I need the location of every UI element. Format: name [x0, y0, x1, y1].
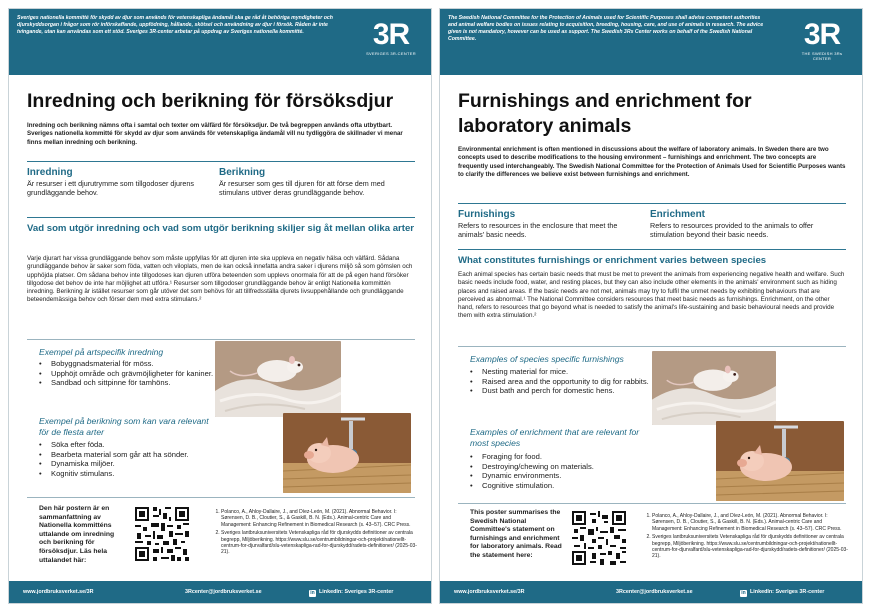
reference-item: 2. Sveriges lantbruksuniversitets Vetenskapliga råd för djurskydds definitioner av centrala begrepp, Miljöberikning. https://www.slu.se/centrumbildningar-och-projekt/nationellt-centrum-for-djurvalfard/slu-vetenskapliga-rad-for-djurskydd/radets-definitioner/ (2025-03-21).	[221, 530, 417, 556]
divider	[458, 503, 846, 504]
logo-mark: 3R	[803, 18, 841, 51]
lead-paragraph: Inredning och berikning nämns ofta i samtal och texter om välfärd för försöksdjur. De två begreppen används ofta utbytbart. Sveriges nationella kommitté för skydd av djur som används för vetenskapliga ändamål vill nu tydliggöra de skillnader vi menar finns mellan inredning och berikning.	[27, 122, 403, 146]
logo-mark: 3R	[372, 18, 410, 51]
section-title: Vad som utgör inredning och vad som utgör berikning skiljer sig åt mellan olika arter	[27, 223, 415, 234]
definition-furnishing-text: Är resurser i ett djurutrymme som tillgodoser djurens grundläggande behov.	[27, 179, 194, 198]
reference-item: 1. Polanco, A., Ahloy-Dallaire, J., and Díez-León, M. (2021). Abnormal Behavior. I: Sørensen, D. B., Cloutier, S., & Gaskill, B. N. (Eds.). Animal-centric Care and Management: Enhancing Refinement in Biomedical Research (s. 43–57). CRC Press.	[652, 513, 848, 532]
footer-website-link[interactable]: www.jordbruksverket.se/3R	[23, 589, 94, 595]
definition-furnishing-text: Refers to resources in the enclosure that meet the animals' basic needs.	[458, 221, 618, 240]
definition-furnishing-heading: Furnishings	[458, 209, 516, 220]
list-item: • Dust bath and perch for domestic hens.	[470, 386, 650, 396]
piglet-photo	[283, 413, 411, 493]
statement-cta: This poster summarises the Swedish National Committee's statement on furnishings and enrichment for laboratory animals. Read the statement here:	[470, 509, 562, 559]
list-item: • Sandbad och sittpinne för tamhöns.	[39, 378, 219, 388]
list-item: • Foraging for food.	[470, 452, 650, 462]
list-item: • Destroying/chewing on materials.	[470, 462, 650, 472]
divider	[27, 217, 415, 218]
definition-enrichment-text: Refers to resources provided to the animals to offer stimulation beyond their basic needs.	[650, 221, 814, 240]
furnishing-examples-list	[39, 359, 219, 388]
enrichment-examples-heading: Examples of enrichment that are relevant for most species	[470, 427, 640, 448]
enrichment-examples-list	[470, 452, 650, 490]
furnishing-examples-list	[470, 367, 650, 396]
footer-linkedin-link[interactable]	[740, 589, 824, 597]
list-item: • Bearbeta material som går att ha sönder.	[39, 450, 219, 460]
committee-intro: The Swedish National Committee for the Protection of Animals used for Scientific Purposes shall advise competent authorities and animal welfare bodies on issues relating to acquisition, breeding, housing, care, and use of animals in research. The advice given is not mandatory, however can be used as support. The Swedish 3Rs Center works on behalf of the Swedish National Committee.	[448, 15, 764, 42]
definition-furnishing-heading: Inredning	[27, 167, 73, 178]
mouse-nest-photo	[215, 341, 341, 417]
poster-swedish	[8, 8, 432, 604]
enrichment-examples-list	[39, 440, 219, 478]
qr-code-icon[interactable]	[133, 505, 191, 563]
logo-3r	[794, 19, 850, 61]
poster-title: Furnishings and enrichment for laboratory animals	[458, 90, 752, 137]
linkedin-icon: in	[310, 590, 315, 596]
footer-band	[440, 581, 862, 603]
list-item: • Cognitive stimulation.	[470, 481, 650, 491]
footer-email-link[interactable]: 3Rcenter@jordbruksverket.se	[616, 589, 693, 595]
list-item: • Bobyggnadsmaterial för möss.	[39, 359, 219, 369]
references	[207, 509, 417, 558]
section-body: Each animal species has certain basic needs that must be met to prevent the animals from experiencing negative health and welfare. Such basic needs include food, water, and resting places, but they can also include other elements in the animals' environment such as hiding places and raised areas. If the basic needs are not met, animals may try to fulfil the unmet needs by exhibiting behaviours that are perceived as abnormal.¹ The National Committee considers resources that meet basic needs as furnishings. Enrichment, on the other hand, refers to resources that go beyond what is needed to satisfy the animal's life-sustaining and basic behavioural needs and provide them with extra stimulation.²	[458, 271, 845, 320]
furnishing-examples-heading: Exempel på artspecifik inredning	[39, 347, 164, 357]
divider	[458, 203, 846, 204]
linkedin-icon: in	[741, 590, 746, 596]
piglet-photo	[716, 421, 844, 501]
header-band	[440, 9, 862, 75]
enrichment-examples-heading: Exempel på berikning som kan vara relevant för de flesta arter	[39, 416, 209, 437]
poster-english	[439, 8, 863, 604]
definition-enrichment-text: Är resurser som ges till djuren för att förse dem med stimulans utöver deras grundläggande behov.	[219, 179, 385, 198]
references	[638, 513, 848, 562]
logo-subtitle: THE SWEDISH 3Rs CENTER	[801, 51, 843, 61]
list-item: • Upphöjt område och grävmöjligheter för kaniner.	[39, 369, 219, 379]
list-item: • Dynamiska miljöer.	[39, 459, 219, 469]
reference-item: 1. Polanco, A., Ahloy-Dallaire, J., and Díez-León, M. (2021). Abnormal Behavior. I: Sørensen, D. B., Cloutier, S., & Gaskill, B. N. (Eds.). Animal-centric Care and Management: Enhancing Refinement in Biomedical Research (s. 43–57). CRC Press.	[221, 509, 417, 528]
qr-code-icon[interactable]	[570, 509, 628, 567]
divider	[27, 497, 415, 498]
committee-intro: Sveriges nationella kommitté för skydd av djur som används för vetenskapliga ändamål ska ge råd åt behöriga myndigheter och djurskyddsorgan i frågor som rör införskaffande, uppfödning, hållande, skötsel och användning av djur i försök. Råden är inte tvingande, utan kan användas som ett stöd. Sveriges 3R-center arbetar på uppdrag av Sveriges nationella kommitté.	[17, 15, 333, 35]
definition-enrichment-heading: Enrichment	[650, 209, 706, 220]
footer-linkedin-label: LinkedIn: Sveriges 3R-center	[750, 589, 825, 595]
footer-band	[9, 581, 431, 603]
list-item: • Dynamic environments.	[470, 471, 650, 481]
lead-paragraph: Environmental enrichment is often mentioned in discussions about the welfare of laboratory animals. In Sweden there are two concepts used to describe modifications to the housing environment – furnishings and enrichment. The two concepts are frequently used interchangeably. The Swedish National Committee for the Protection of Animals Used for Scientific Purposes wants to clarify the differences we believe exist between furnishings and enrichment.	[458, 146, 846, 179]
mouse-nest-photo	[652, 351, 776, 425]
list-item: • Raised area and the opportunity to dig for rabbits.	[470, 377, 650, 387]
header-band	[9, 9, 431, 75]
divider	[27, 161, 415, 162]
footer-linkedin-label: LinkedIn: Sveriges 3R-center	[319, 589, 394, 595]
divider	[458, 249, 846, 250]
logo-3r	[363, 19, 419, 56]
list-item: • Kognitiv stimulans.	[39, 469, 219, 479]
footer-website-link[interactable]: www.jordbruksverket.se/3R	[454, 589, 525, 595]
reference-item: 2. Sveriges lantbruksuniversitets Vetenskapliga råd för djurskydds definitioner av centrala begrepp, Miljöberikning. https://www.slu.se/centrumbildningar-och-projekt/nationellt-centrum-for-djurvalfard/slu-vetenskapliga-rad-for-djurskydd/radets-definitioner/ (2025-03-21).	[652, 534, 848, 560]
definition-enrichment-heading: Berikning	[219, 167, 266, 178]
section-title: What constitutes furnishings or enrichment varies between species	[458, 255, 767, 266]
list-item: • Söka efter föda.	[39, 440, 219, 450]
divider	[27, 339, 415, 340]
list-item: • Nesting material for mice.	[470, 367, 650, 377]
poster-title: Inredning och berikning för försöksdjur	[27, 90, 394, 112]
statement-cta: Den här postern är en sammanfattning av Nationella kommitténs uttalande om inredning och berikning för försöksdjur. Läs hela uttalandet här:	[39, 505, 115, 564]
footer-linkedin-link[interactable]	[309, 589, 393, 597]
furnishing-examples-heading: Examples of species specific furnishings	[470, 354, 624, 364]
footer-email-link[interactable]: 3Rcenter@jordbruksverket.se	[185, 589, 262, 595]
logo-subtitle: SVERIGES 3R-CENTER	[366, 51, 416, 56]
section-body: Varje djurart har vissa grundläggande behov som måste uppfyllas för att djuren inte ska uppleva en negativ hälsa och välfärd. Sådana grundläggande behov är saker som föda, vatten och viloplats, men de kan också innefatta andra saker i djurens miljö så som gömslen och upphöjda platser. Om sådana behov inte tillgodoses kan djuren utföra beteenden som upplevs onormala för att de på egen hand försöker tillgodose det behov de inte har möjlighet att utföra.¹ Resurser som tillgodoser grundläggande behov är enligt Nationella kommittén inredning. Berikning är istället resurser som går utöver det som behövs för att tillfredsställa djurets livsuppehållande och grundläggande beteendemässiga behov och förser dem med extra stimulans.²	[27, 255, 413, 304]
divider	[458, 346, 846, 347]
